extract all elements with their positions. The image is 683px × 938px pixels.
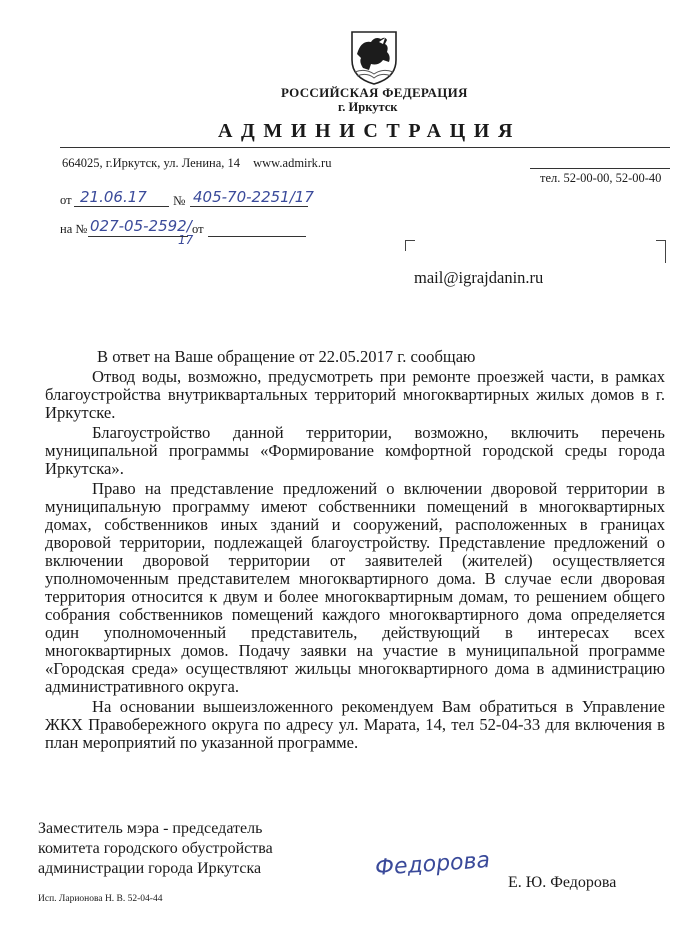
org-phone: тел. 52-00-00, 52-00-40 (540, 171, 662, 185)
registration-number: 405-70-2251/17 (193, 188, 314, 206)
signatory-position-2: комитета городского обустройства (38, 840, 273, 857)
signatory-name: Е. Ю. Федорова (508, 874, 617, 891)
reply-number-suffix: 17 (178, 233, 194, 247)
number-sign: № (173, 193, 186, 208)
recipient-bracket-left (405, 240, 415, 251)
letter-body (45, 348, 665, 754)
body-paragraph-2: Отвод воды, возможно, предусмотреть при ремонте проезжей части, в рамках благоустройства внутриквартальных территорий многоквартирных жилых домов в г. Иркутске. (45, 367, 665, 422)
reply-from-label: от (192, 222, 204, 236)
recipient-bracket-right (656, 240, 666, 263)
signatory-position-3: администрации города Иркутска (38, 860, 262, 877)
body-paragraph-4: Право на представление предложений о включении дворовой территории в муниципальную программу имеют собственники помещений в многоквартирных домах, собственников иных зданий и сооружений, расположенных в границах дворовой территории, подлежащей благоустройству. Представление предложений о включении дворовой территории от заявителей (жителей) осуществляется уполномоченным представителем многоквартирного дома. В случае если дворовая территория относится к двум и более многоквартирным домам, то решением общего собрания собственников помещений каждого многоквартирного дома определяется один уполномоченный представитель, действующий в интересах всех многоквартирных домов. Подачу заявки на участие в муниципальной программе «Городская среда» осуществляют жильцы многоквартирного дома в администрацию административного округа. (45, 479, 665, 696)
reply-number: 027-05-2592/ (90, 217, 192, 235)
handwritten-signature: Федорова (374, 848, 491, 881)
reply-number-line (88, 236, 188, 237)
body-paragraph-1: В ответ на Ваше обращение от 22.05.2017 г. сообщаю (97, 347, 476, 366)
coat-of-arms-emblem (349, 30, 399, 86)
address-text: 664025, г.Иркутск, ул. Ленина, 14 (62, 156, 240, 170)
header-rule (60, 147, 670, 148)
from-date: 21.06.17 (80, 188, 147, 206)
number-line (190, 206, 308, 207)
org-title: АДМИНИСТРАЦИЯ (218, 120, 521, 142)
from-label: от (60, 193, 72, 207)
phone-rule (530, 168, 670, 169)
body-paragraph-3: Благоустройство данной территории, возможно, включить перечень муниципальной программы «Формирование комфортной городской среды города Иркутска». (45, 423, 665, 478)
website-link[interactable]: www.admirk.ru (253, 156, 332, 170)
signatory-position-1: Заместитель мэра - председатель (38, 820, 263, 837)
reply-label: на № (60, 222, 88, 236)
recipient-email: mail@igrajdanin.ru (414, 268, 544, 287)
org-address (62, 156, 331, 171)
from-date-line (74, 206, 169, 207)
city-name: г. Иркутск (338, 100, 398, 114)
body-paragraph-5: На основании вышеизложенного рекомендуем Вам обратиться в Управление ЖКХ Правобережного округа по адресу ул. Марата, 14, тел 52-04-33 для включения в план мероприятий по указанной программе. (45, 697, 665, 752)
country-name: РОССИЙСКАЯ ФЕДЕРАЦИЯ (281, 85, 468, 100)
reply-from-line (208, 236, 306, 237)
executor-note: Исп. Ларионова Н. В. 52-04-44 (38, 894, 163, 904)
